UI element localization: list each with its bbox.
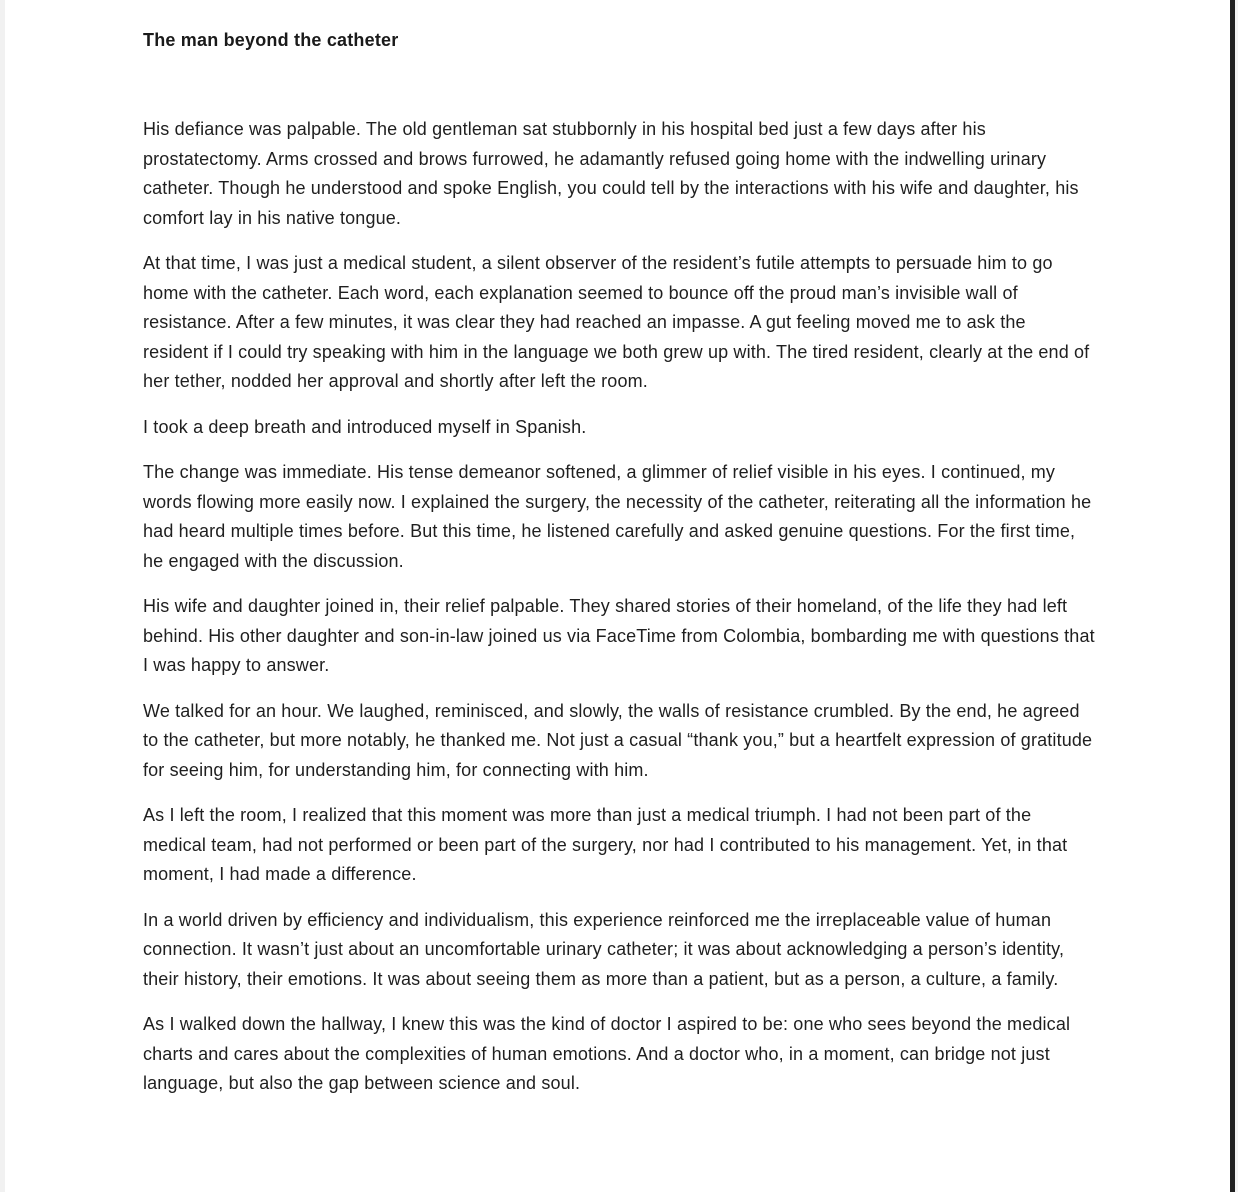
essay-paragraph-8: In a world driven by efficiency and individualism, this experience reinforced me the irreplaceable value of human connection. It wasn’t just about an uncomfortable urinary catheter; it was about acknowledging a person’s identity, their history, their emotions. It was about seeing them as more than a patient, but as a person, a culture, a family. [143, 909, 1065, 989]
essay-title: The man beyond the catheter [143, 30, 399, 50]
essay-paragraph-7: As I left the room, I realized that this moment was more than just a medical triumph. I had not been part of the medical team, had not performed or been part of the surgery, nor had I contributed to his management. Yet, in that moment, I had made a difference. [143, 805, 1068, 884]
essay-paragraph-6: We talked for an hour. We laughed, reminisced, and slowly, the walls of resistance crumbled. By the end, he agreed to the catheter, but more notably, he thanked me. Not just a casual “thank you,” but a heartfelt expression of gratitude for seeing him, for understanding him, for connecting with him. [143, 700, 1093, 780]
essay-paragraph-3: I took a deep breath and introduced myself in Spanish. [143, 416, 587, 437]
essay-paragraph-5: His wife and daughter joined in, their relief palpable. They shared stories of their homeland, of the life they had left behind. His other daughter and son-in-law joined us via FaceTime from Colombia, bombarding me with questions that I was happy to answer. [143, 596, 1095, 675]
essay-paragraph-4: The change was immediate. His tense demeanor softened, a glimmer of relief visible in his eyes. I continued, my words flowing more easily now. I explained the surgery, the necessity of the catheter, reiterating all the information he had heard multiple times before. But this time, he listened carefully and asked genuine questions. For the first time, he engaged with the discussion. [143, 462, 1092, 571]
essay-paragraph-9: As I walked down the hallway, I knew this was the kind of doctor I aspired to be: one who sees beyond the medical charts and cares about the complexities of human emotions. And a doctor who, in a moment, can bridge not just language, but also the gap between science and soul. [143, 1014, 1071, 1093]
page-left-edge-strip [0, 0, 5, 1192]
essay-content [143, 30, 1095, 1115]
essay-paragraph-2: At that time, I was just a medical student, a silent observer of the resident’s futile attempts to persuade him to go home with the catheter. Each word, each explanation seemed to bounce off the proud man’s invisible wall of resistance. After a few minutes, it was clear they had reached an impasse. A gut feeling moved me to ask the resident if I could try speaking with him in the language we both grew up with. The tired resident, clearly at the end of her tether, nodded her approval and shortly after left the room. [143, 253, 1090, 391]
essay-paragraph-1: His defiance was palpable. The old gentleman sat stubbornly in his hospital bed just a few days after his prostatectomy. Arms crossed and brows furrowed, he adamantly refused going home with the indwelling urinary catheter. Though he understood and spoke English, you could tell by the interactions with his wife and daughter, his comfort lay in his native tongue. [143, 119, 1079, 228]
page-right-border-line [1230, 0, 1235, 1192]
